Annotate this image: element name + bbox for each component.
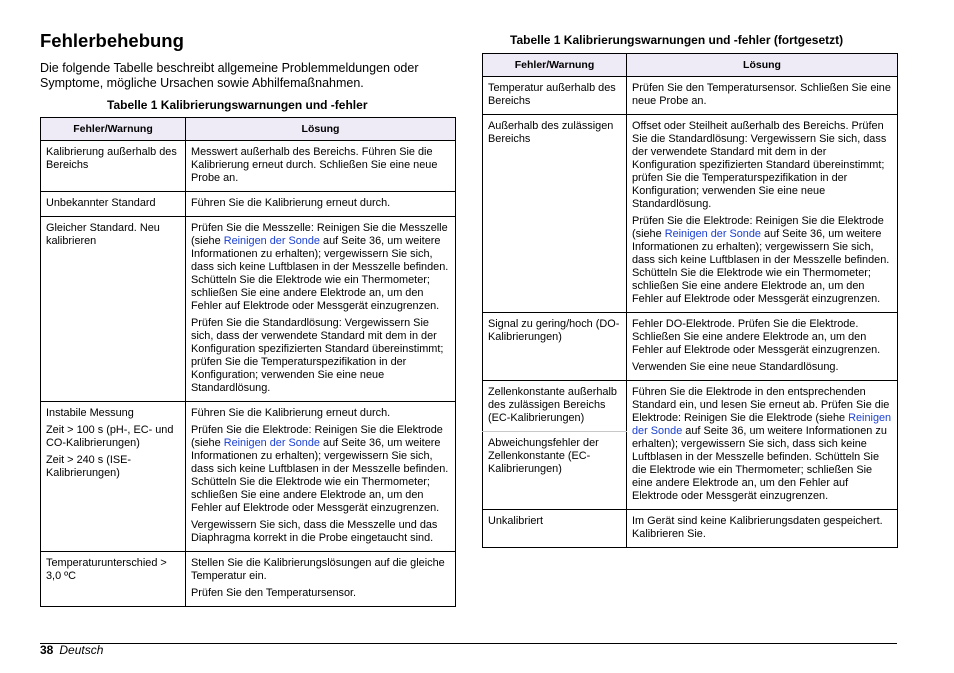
solution-cell: Messwert außerhalb des Bereichs. Führen Sie die Kalibrierung erneut durch. Schließen Sie eine neue Probe an.	[186, 141, 456, 192]
solution-cell	[627, 313, 898, 381]
solution-text: Führen Sie die Elektrode in den entsprechenden Standard ein, und lesen Sie erneut ab. Prüfen Sie die Elektrode: Reinigen Sie die Elektrode (siehe	[632, 386, 890, 424]
solution-cell: Führen Sie die Kalibrierung erneut durch.	[186, 192, 456, 217]
col-header-error: Fehler/Warnung	[41, 118, 186, 141]
solution-cell	[627, 381, 898, 510]
solution-paragraph: Prüfen Sie den Temperatursensor.	[191, 587, 357, 599]
solution-cell: Im Gerät sind keine Kalibrierungsdaten gespeichert. Kalibrieren Sie.	[627, 510, 898, 548]
error-paragraph: Zeit > 240 s (ISE-Kalibrierungen)	[46, 454, 132, 479]
solution-paragraph: Prüfen Sie die Standardlösung: Vergewissern Sie sich, dass der verwendete Standard mit dem in der Konfiguration spezifizierten Standard übereinstimmt; prüfen Sie die Temperaturspezifikation in der Konfiguration; verwenden Sie eine neue Standardlösung.	[191, 317, 444, 394]
col-header-solution: Lösung	[186, 118, 456, 141]
solution-paragraph: Vergewissern Sie sich, dass die Messzelle und das Diaphragma korrekt in die Probe eingetaucht sind.	[191, 519, 438, 544]
error-cell: Signal zu gering/hoch (DO-Kalibrierungen)	[483, 313, 627, 381]
table-row	[483, 77, 898, 115]
table-row	[41, 192, 456, 217]
left-table-caption: Tabelle 1 Kalibrierungswarnungen und -fehler	[107, 98, 368, 112]
solution-paragraph	[632, 386, 892, 503]
solution-cell	[186, 552, 456, 607]
error-cell: Temperaturunterschied > 3,0 ºC	[41, 552, 186, 607]
solution-paragraph	[191, 222, 450, 313]
left-calibration-table	[40, 117, 456, 607]
solution-text: auf Seite 36, um weitere Informationen zu erhalten); vergewissern Sie sich, dass sich keine Luftblasen in der Messzelle befinden. Schütteln Sie die Elektrode wie ein Thermometer; schließen Sie eine andere Elektrode an, um den Fehler auf Elektrode oder Messgerät einzugrenzen.	[191, 437, 449, 514]
link-reinigen-der-sonde[interactable]: Reinigen der Sonde	[664, 228, 761, 240]
solution-cell	[627, 115, 898, 313]
error-cell: Gleicher Standard. Neu kalibrieren	[41, 217, 186, 402]
error-paragraph: Zeit > 100 s (pH-, EC- und CO-Kalibrierungen)	[46, 424, 174, 449]
table-row	[41, 552, 456, 607]
table-header-row	[41, 118, 456, 141]
table-row	[483, 115, 898, 313]
footer-divider	[40, 643, 897, 644]
col-header-error: Fehler/Warnung	[483, 54, 627, 77]
error-cell: Unkalibriert	[483, 510, 627, 548]
table-row	[483, 313, 898, 381]
solution-cell	[186, 402, 456, 552]
solution-text: auf Seite 36, um weitere Informationen zu erhalten); vergewissern Sie sich, dass sich keine Luftblasen in der Messzelle befinden. Schütteln Sie die Elektrode wie ein Thermometer; schließen Sie eine andere Elektrode an, um den Fehler auf Elektrode oder Messgerät einzugrenzen.	[632, 228, 890, 305]
error-cell: Kalibrierung außerhalb des Bereichs	[41, 141, 186, 192]
table-row	[41, 402, 456, 552]
solution-paragraph: Fehler DO-Elektrode. Prüfen Sie die Elektrode. Schließen Sie eine andere Elektrode an, um den Fehler auf Elektrode oder Messgerät einzugrenzen.	[632, 318, 881, 356]
col-header-solution: Lösung	[627, 54, 898, 77]
solution-paragraph: Stellen Sie die Kalibrierungslösungen auf die gleiche Temperatur ein.	[191, 557, 445, 582]
solution-paragraph: Verwenden Sie eine neue Standardlösung.	[632, 361, 839, 373]
table-header-row	[483, 54, 898, 77]
solution-paragraph: Offset oder Steilheit außerhalb des Bereichs. Prüfen Sie die Standardlösung: Vergewissern Sie sich, dass der verwendete Standard mit dem in der Konfiguration spezifizierten Standard übereinstimmt; prüfen Sie die Temperaturspezifikation in der Konfiguration; verwenden Sie eine neue Standardlösung.	[632, 120, 887, 210]
error-cell: Abweichungsfehler der Zellenkonstante (EC-Kalibrierungen)	[483, 432, 627, 510]
link-reinigen-der-sonde[interactable]: Reinigen der Sonde	[223, 437, 320, 449]
error-cell: Außerhalb des zulässigen Bereichs	[483, 115, 627, 313]
table-row	[41, 141, 456, 192]
solution-text: Prüfen Sie die Elektrode: Reinigen Sie die Elektrode (siehe	[191, 424, 443, 449]
table-row	[483, 381, 898, 432]
error-cell: Temperatur außerhalb des Bereichs	[483, 77, 627, 115]
right-table-caption: Tabelle 1 Kalibrierungswarnungen und -fehler (fortgesetzt)	[510, 33, 844, 47]
table-row	[483, 510, 898, 548]
intro-text: Die folgende Tabelle beschreibt allgemeine Problemmeldungen oder Symptome, mögliche Ursachen sowie Abhilfemaßnahmen.	[40, 61, 419, 90]
table-row	[41, 217, 456, 402]
page-title: Fehlerbehebung	[40, 30, 184, 51]
solution-text: auf Seite 36, um weitere Informationen zu erhalten); vergewissern Sie sich, dass sich keine Luftblasen in der Messzelle befinden. Schütteln Sie die Elektrode wie ein Thermometer; schließen Sie eine andere Elektrode an, um den Fehler auf Elektrode oder Messgerät einzugrenzen.	[191, 235, 449, 312]
solution-text: Prüfen Sie die Elektrode: Reinigen Sie die Elektrode (siehe	[632, 215, 884, 240]
error-cell	[41, 402, 186, 552]
solution-paragraph	[191, 424, 450, 515]
link-reinigen-der-sonde[interactable]: Reinigen der Sonde	[223, 235, 320, 247]
error-paragraph: Instabile Messung	[46, 407, 134, 419]
solution-text: auf Seite 36, um weitere Informationen zu erhalten); vergewissern Sie sich, dass sich keine Luftblasen in der Messzelle befinden. Schütteln Sie die Elektrode wie ein Thermometer; schließen Sie eine andere Elektrode an, um den Fehler auf Elektrode oder Messgerät einzugrenzen.	[632, 425, 887, 502]
footer-language: Deutsch	[59, 643, 104, 657]
solution-cell: Prüfen Sie den Temperatursensor. Schließen Sie eine neue Probe an.	[627, 77, 898, 115]
page-footer	[40, 643, 103, 657]
page-number: 38	[40, 643, 54, 657]
error-cell: Zellenkonstante außerhalb des zulässigen Bereichs (EC-Kalibrierungen)	[483, 381, 627, 432]
solution-paragraph	[632, 215, 892, 306]
solution-cell	[186, 217, 456, 402]
solution-paragraph: Führen Sie die Kalibrierung erneut durch.	[191, 407, 391, 419]
link-reinigen-der-sonde[interactable]: Reinigen der Sonde	[632, 412, 892, 437]
solution-text: Prüfen Sie die Messzelle: Reinigen Sie die Messzelle (siehe	[191, 222, 448, 247]
error-cell: Unbekannter Standard	[41, 192, 186, 217]
right-calibration-table	[482, 53, 898, 548]
